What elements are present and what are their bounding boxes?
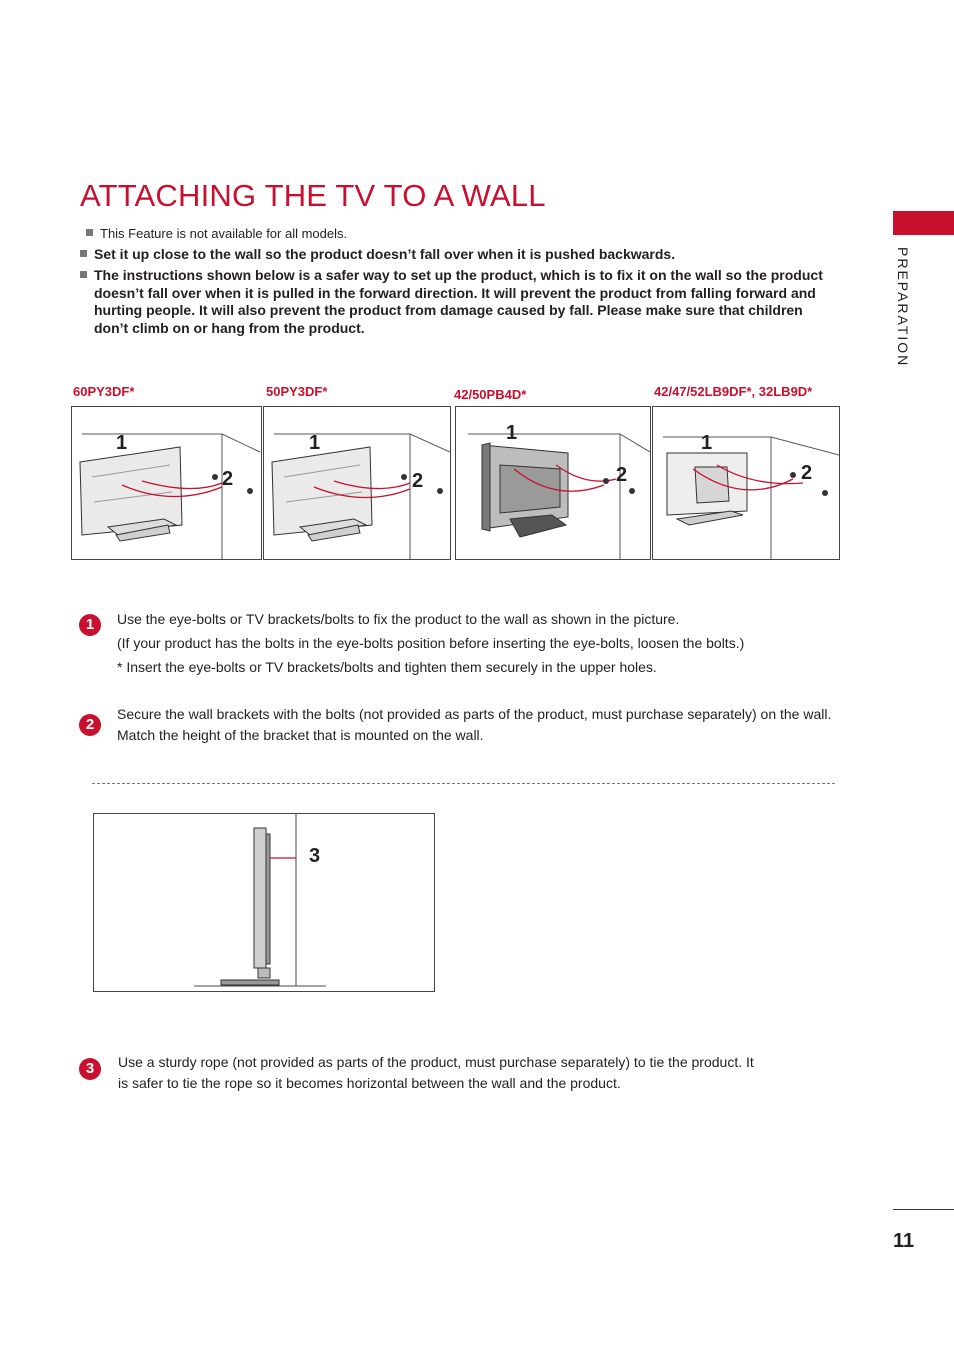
- bullet-square-icon: [80, 250, 87, 257]
- model-label-1: 60PY3DF*: [73, 384, 135, 399]
- section-side-label: PREPARATION: [895, 247, 911, 368]
- callout-number-2: 2: [222, 468, 234, 490]
- tv-illustration: [80, 447, 182, 541]
- diagram-pane-4: [652, 406, 840, 560]
- model-label-3: 42/50PB4D*: [454, 387, 527, 402]
- side-view-diagram: [93, 813, 435, 992]
- callout-number-2: 2: [616, 464, 628, 486]
- model-label-4: 42/47/52LB9DF*, 32LB9D*: [654, 384, 813, 399]
- tv-side-illustration: [221, 828, 279, 985]
- tv-illustration: [667, 453, 747, 525]
- bullet-square-icon: [86, 229, 93, 236]
- step-3-text: Use a sturdy rope (not provided as parts of the product, must purchase separately) to tie the product. It is safer to tie the rope so it becomes horizontal between the wall and the product.: [118, 1054, 754, 1091]
- bullet-square-icon: [80, 271, 87, 278]
- step-number-badge-2: 2: [79, 714, 101, 736]
- step-number-badge-1: 1: [79, 614, 101, 636]
- model-label-2: 50PY3DF*: [266, 384, 328, 399]
- diagram-pane-1: [71, 406, 262, 560]
- footer-rule: [893, 1209, 954, 1210]
- diagram-pane-3: [455, 406, 651, 560]
- section-tab-marker: [893, 211, 954, 235]
- callout-number-2: 2: [412, 470, 424, 492]
- step-1-text: Use the eye-bolts or TV brackets/bolts to fix the product to the wall as shown in the picture. (If your product has the bolts in the eye-bolts position before inserting the eye-bolts, loosen the bolts.) * Insert the eye-bolts or TV brackets/bolts and tighten them securely in the upper holes.: [117, 611, 745, 675]
- callout-number-2: 2: [801, 462, 813, 484]
- step-2-text: Secure the wall brackets with the bolts (not provided as parts of the product, must purchase separately) on the wall. Match the height of the bracket that is mounted on the wall.: [117, 706, 832, 743]
- page-number: 11: [893, 1230, 915, 1252]
- note-bullet-1: Set it up close to the wall so the product doesn’t fall over when it is pushed backwards.: [80, 246, 824, 264]
- page-title: ATTACHING THE TV TO A WALL: [80, 178, 546, 213]
- callout-number-1: 1: [309, 432, 321, 454]
- step-number-badge-3: 3: [79, 1058, 101, 1080]
- diagram-pane-2: [263, 406, 451, 560]
- section-divider: [92, 783, 835, 784]
- callout-number-1: 1: [506, 422, 518, 444]
- callout-number-1: 1: [701, 432, 713, 454]
- callout-number-3: 3: [309, 845, 321, 867]
- note-availability: This Feature is not available for all models.: [86, 225, 347, 243]
- note-bullet-2: The instructions shown below is a safer way to set up the product, which is to fix it on the wall so the product doesn’t fall over when it is pulled in the forward direction. It will prevent the product from falling forward and hurting people. It will also prevent the product from damage caused by fall. Please make sure that children don’t climb on or hang from the product.: [80, 267, 824, 337]
- callout-number-1: 1: [116, 432, 128, 454]
- tv-illustration: [272, 447, 372, 541]
